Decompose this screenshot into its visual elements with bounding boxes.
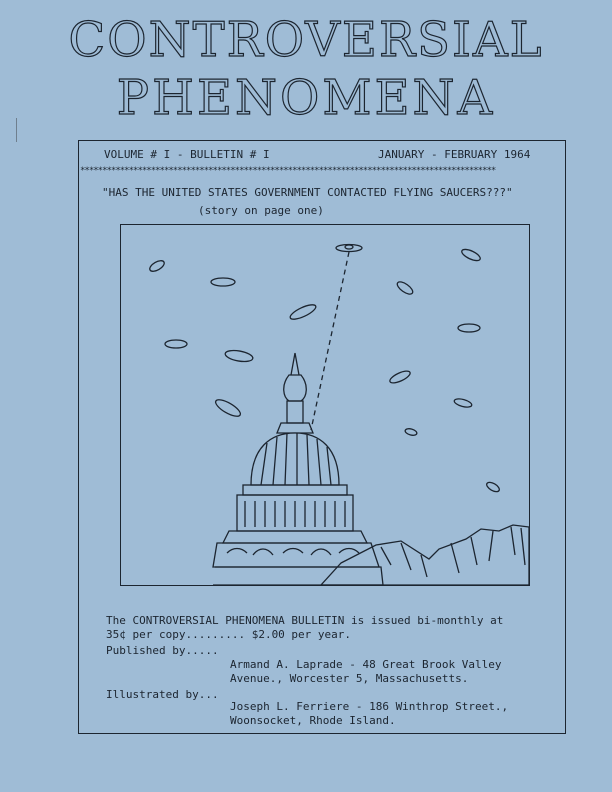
saucer	[460, 247, 482, 263]
saucer	[165, 340, 187, 348]
saucer	[404, 428, 417, 437]
cover-illustration	[120, 224, 530, 586]
headline-subtitle: (story on page one)	[198, 204, 324, 217]
illustrated-label: Illustrated by...	[106, 688, 219, 701]
publisher-line-1: Armand A. Laprade - 48 Great Brook Valley	[230, 658, 502, 671]
info-line-2: 35¢ per copy......... $2.00 per year.	[106, 628, 352, 641]
saucer	[148, 259, 166, 274]
saucer	[458, 324, 480, 332]
volume-label: VOLUME # I - BULLETIN # I	[104, 148, 270, 161]
saucer	[211, 278, 235, 286]
saucer	[485, 480, 501, 493]
info-line-1: The CONTROVERSIAL PHENOMENA BULLETIN is issued bi-monthly at	[106, 614, 504, 627]
saucer	[224, 349, 253, 364]
saucer	[453, 397, 472, 408]
published-label: Published by.....	[106, 644, 219, 657]
headline-question: "HAS THE UNITED STATES GOVERNMENT CONTACTED FLYING SAUCERS???"	[102, 186, 513, 199]
saucer	[395, 280, 414, 297]
illustrator-line-2: Woonsocket, Rhode Island.	[230, 714, 396, 727]
saucer	[388, 369, 411, 386]
star-divider: **********************************************************************************************	[80, 166, 496, 176]
publisher-line-2: Avenue., Worcester 5, Massachusetts.	[230, 672, 469, 685]
masthead-line-1: CONTROVERSIAL	[68, 12, 544, 68]
issue-date: JANUARY - FEBRUARY 1964	[378, 148, 531, 161]
masthead-line-2: PHENOMENA	[116, 70, 496, 126]
illustrator-line-1: Joseph L. Ferriere - 186 Winthrop Street.,	[230, 700, 509, 713]
saucer	[213, 397, 242, 420]
saucer	[288, 302, 317, 322]
